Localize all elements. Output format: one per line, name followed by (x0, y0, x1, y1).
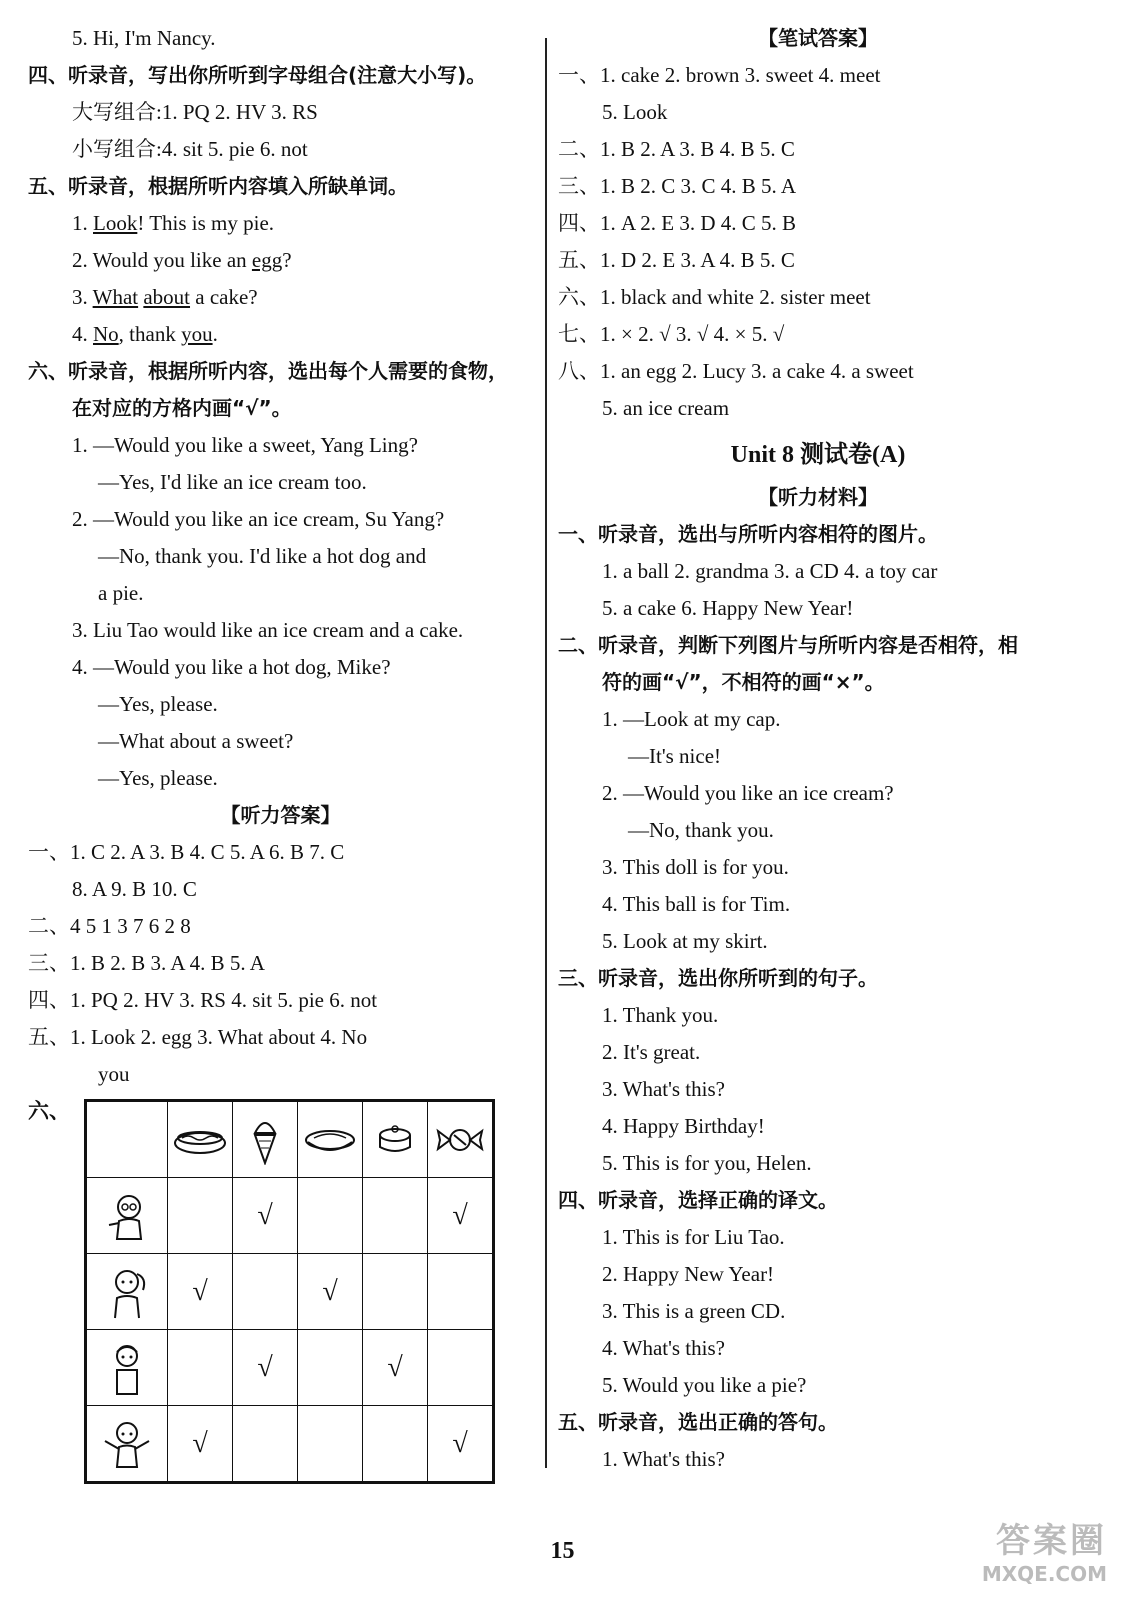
fill-blank-line (28, 242, 533, 279)
text-line: 4. What's this? (602, 1336, 725, 1360)
sentence-text: ! This is my pie. (137, 211, 275, 235)
text-line: 2. Happy New Year! (602, 1262, 775, 1286)
text-line: 3. This is a green CD. (602, 1299, 786, 1323)
answer-word: What (92, 285, 139, 309)
answer-heading: 【笔试答案】 (758, 26, 878, 50)
answer-word: you (181, 322, 213, 346)
item-number: 4. (72, 322, 93, 346)
answer-line: 一、1. cake 2. brown 3. sweet 4. meet (558, 63, 881, 87)
section-heading-cont: 在对应的方格内画“√”。 (72, 396, 292, 420)
answer-line: you (98, 1062, 130, 1086)
section-heading: 四、听录音，写出你所听到字母组合(注意大小写)。 (28, 63, 487, 87)
text-line: 4. —Would you like a hot dog, Mike? (72, 655, 391, 679)
watermark-bottom: MXQE.COM (981, 1562, 1107, 1586)
text-line: 1. What's this? (602, 1447, 725, 1471)
answer-line: 一、1. C 2. A 3. B 4. C 5. A 6. B 7. C (28, 840, 345, 864)
text-line: 3. Liu Tao would like an ice cream and a cake. (72, 618, 464, 642)
text-line: 1. —Would you like a sweet, Yang Ling? (72, 433, 418, 457)
grid-cell (298, 1330, 363, 1406)
answer-line: 四、1. PQ 2. HV 3. RS 4. sit 5. pie 6. not (28, 988, 378, 1012)
answer-word: egg (251, 248, 283, 272)
grid-cell: √ (168, 1406, 233, 1483)
section-heading: 五、听录音，根据所听内容填入所缺单词。 (28, 174, 408, 198)
grid-cell (363, 1254, 428, 1330)
sweet-icon (428, 1101, 494, 1178)
answer-line: 四、1. A 2. E 3. D 4. C 5. B (558, 211, 797, 235)
sentence-text: ? (282, 248, 292, 272)
grid-row (86, 1406, 494, 1483)
text-line: 3. This doll is for you. (602, 855, 789, 879)
grid-cell: √ (363, 1330, 428, 1406)
text-line: 5. This is for you, Helen. (602, 1151, 812, 1175)
answer-line: 8. A 9. B 10. C (72, 877, 197, 901)
material-heading: 【听力材料】 (758, 485, 878, 509)
answer-line: 二、1. B 2. A 3. B 4. B 5. C (558, 137, 795, 161)
answer-line: 五、1. Look 2. egg 3. What about 4. No (28, 1025, 368, 1049)
text-line: 1. —Look at my cap. (602, 707, 781, 731)
girl-glasses-icon (86, 1178, 168, 1254)
girl-ponytail-icon (86, 1254, 168, 1330)
answer-line: 八、1. an egg 2. Lucy 3. a cake 4. a sweet (558, 359, 914, 383)
answer-line: 六、1. black and white 2. sister meet (558, 285, 871, 309)
grid-cell (168, 1330, 233, 1406)
section-heading-cont: 符的画“√”，不相符的画“×”。 (602, 670, 885, 694)
watermark-logo (927, 1513, 1107, 1586)
text-line: —Yes, please. (98, 692, 218, 716)
fill-blank-line (28, 205, 533, 242)
column-divider (545, 38, 547, 1468)
grid-cell (168, 1178, 233, 1254)
fill-blank-line (28, 316, 533, 353)
grid-cell (298, 1406, 363, 1483)
text-line: 3. What's this? (602, 1077, 725, 1101)
grid-cell: √ (168, 1254, 233, 1330)
grid-cell: √ (233, 1330, 298, 1406)
section-heading: 六、听录音，根据所听内容，选出每个人需要的食物， (28, 359, 508, 383)
grid-row (86, 1178, 494, 1254)
grid-header-row (86, 1101, 494, 1178)
sentence-text: , thank (118, 322, 182, 346)
boy-icon (86, 1330, 168, 1406)
section-heading: 四、听录音，选择正确的译文。 (558, 1188, 838, 1212)
grid-cell (363, 1178, 428, 1254)
grid-cell (233, 1254, 298, 1330)
answer-line: 5. Look (602, 100, 668, 124)
text-line: 2. —Would you like an ice cream, Su Yang? (72, 507, 445, 531)
section-heading: 二、听录音，判断下列图片与所听内容是否相符，相 (558, 633, 1018, 657)
grid-cell (363, 1406, 428, 1483)
text-line: 1. Thank you. (602, 1003, 719, 1027)
fill-blank-line (28, 279, 533, 316)
grid-cell: √ (233, 1178, 298, 1254)
section-heading: 三、听录音，选出你所听到的句子。 (558, 966, 878, 990)
text-line: 5. a cake 6. Happy New Year! (602, 596, 854, 620)
right-column (558, 20, 1078, 1478)
ice-cream-icon (233, 1101, 298, 1178)
sentence-text: . (212, 322, 218, 346)
answer-line: 5. an ice cream (602, 396, 730, 420)
section-heading: 一、听录音，选出与所听内容相符的图片。 (558, 522, 938, 546)
text-line: a pie. (98, 581, 144, 605)
item-number: 3. (72, 285, 93, 309)
page-number: 15 (550, 1538, 575, 1564)
grid-cell (233, 1406, 298, 1483)
food-answer-grid (84, 1099, 495, 1484)
answer-word: about (143, 285, 191, 309)
sentence-text: a cake? (190, 285, 258, 309)
answer-line: 五、1. D 2. E 3. A 4. B 5. C (558, 248, 795, 272)
text-line: —It's nice! (628, 744, 722, 768)
grid-row (86, 1254, 494, 1330)
text-line: —What about a sweet? (98, 729, 294, 753)
grid-cell: √ (428, 1178, 494, 1254)
section-heading: 五、听录音，选出正确的答句。 (558, 1410, 838, 1434)
text-line: 5. Look at my skirt. (602, 929, 768, 953)
item-number: 2. (72, 248, 93, 272)
text-line: 5. Would you like a pie? (602, 1373, 807, 1397)
left-column (28, 20, 533, 1483)
grid-row (86, 1330, 494, 1406)
text-line: —No, thank you. I'd like a hot dog and (98, 544, 427, 568)
grid-corner (86, 1101, 168, 1178)
grid-label: 六、 (28, 1099, 70, 1123)
answer-heading: 【听力答案】 (220, 803, 341, 827)
text-line: —Yes, I'd like an ice cream too. (98, 470, 367, 494)
text-line: 1. This is for Liu Tao. (602, 1225, 785, 1249)
boy-waving-icon (86, 1406, 168, 1483)
answer-line: 三、1. B 2. C 3. C 4. B 5. A (558, 174, 797, 198)
hot-dog-icon (168, 1101, 233, 1178)
cake-icon (363, 1101, 428, 1178)
text-line: 2. —Would you like an ice cream? (602, 781, 894, 805)
answer-line: 七、1. × 2. √ 3. √ 4. × 5. √ (558, 322, 785, 346)
watermark-top: 答案圈 (996, 1521, 1107, 1561)
text-line: 2. It's great. (602, 1040, 701, 1064)
grid-cell (428, 1254, 494, 1330)
grid-cell: √ (298, 1254, 363, 1330)
text-line: 4. This ball is for Tim. (602, 892, 791, 916)
text-line: 小写组合:4. sit 5. pie 6. not (72, 137, 308, 161)
item-number: 1. (72, 211, 93, 235)
answer-line: 二、4 5 1 3 7 6 2 8 (28, 914, 191, 938)
text-line: 4. Happy Birthday! (602, 1114, 765, 1138)
unit-title: Unit 8 测试卷(A) (730, 442, 906, 468)
answer-word: Look (93, 211, 138, 235)
answer-line: 三、1. B 2. B 3. A 4. B 5. A (28, 951, 265, 975)
text-line: 5. Hi, I'm Nancy. (72, 26, 216, 50)
text-line: 1. a ball 2. grandma 3. a CD 4. a toy car (602, 559, 938, 583)
pie-icon (298, 1101, 363, 1178)
answer-word: No (93, 322, 119, 346)
text-line: 大写组合:1. PQ 2. HV 3. RS (72, 100, 318, 124)
grid-cell (428, 1330, 494, 1406)
text-line: —Yes, please. (98, 766, 218, 790)
text-line: —No, thank you. (628, 818, 774, 842)
sentence-text: Would you like an (92, 248, 252, 272)
grid-cell (298, 1178, 363, 1254)
answer-grid-section (28, 1093, 533, 1483)
grid-cell: √ (428, 1406, 494, 1483)
